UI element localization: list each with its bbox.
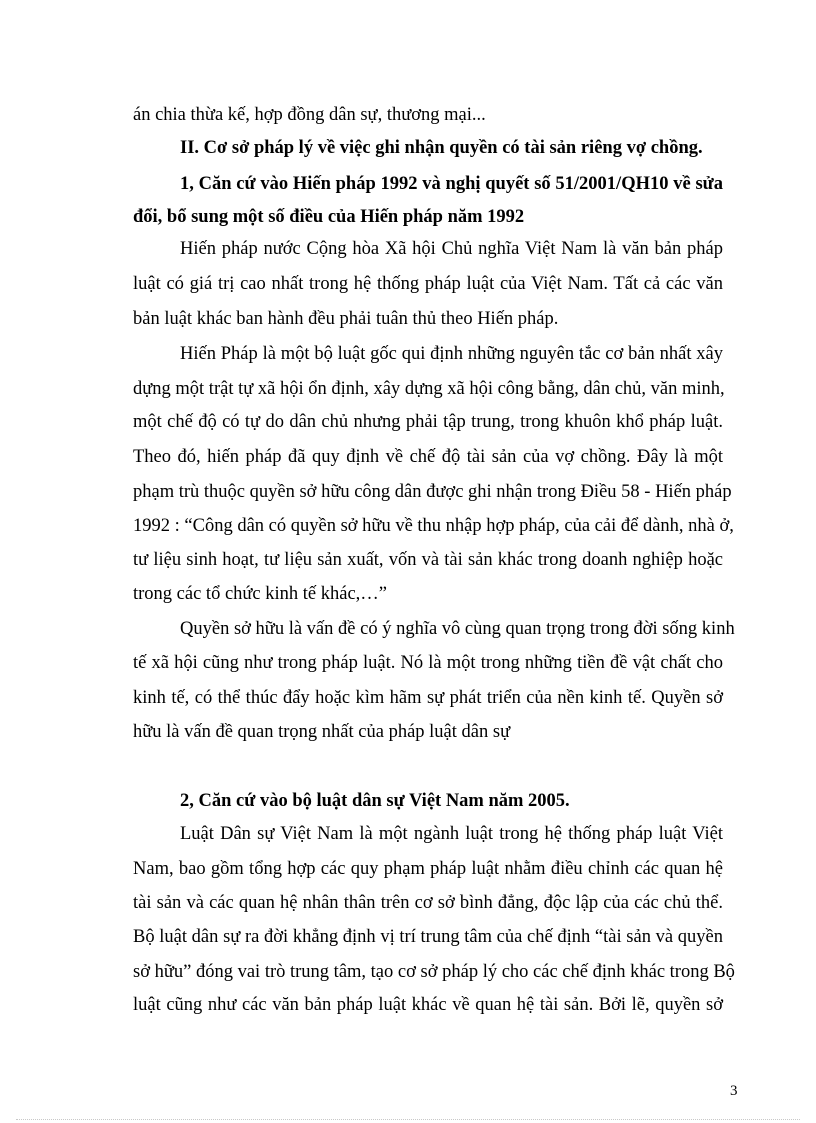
paragraph-line: Theo đó, hiến pháp đã quy định về chế độ tài sản của vợ chồng. Đây là một <box>133 447 723 467</box>
subsection-heading: đổi, bổ sung một số điều của Hiến pháp năm 1992 <box>133 207 525 227</box>
paragraph-line: Nam, bao gồm tổng hợp các quy phạm pháp luật nhằm điều chỉnh các quan hệ <box>133 859 723 879</box>
paragraph-line: một chế độ có tự do dân chủ nhưng phải tập trung, trong khuôn khổ pháp luật. <box>133 412 723 432</box>
paragraph-line: Luật Dân sự Việt Nam là một ngành luật trong hệ thống pháp luật Việt <box>180 824 723 844</box>
paragraph-line: phạm trù thuộc quyền sở hữu công dân được ghi nhận trong Điều 58 - Hiến pháp <box>133 482 732 502</box>
paragraph-line: sở hữu” đóng vai trò trung tâm, tạo cơ sở pháp lý cho các chế định khác trong Bộ <box>133 962 735 982</box>
paragraph-line: án chia thừa kế, hợp đồng dân sự, thương mại... <box>133 105 486 125</box>
section-heading: II. Cơ sở pháp lý về việc ghi nhận quyền có tài sản riêng vợ chồng. <box>180 138 703 158</box>
paragraph-line: Hiến pháp nước Cộng hòa Xã hội Chủ nghĩa Việt Nam là văn bản pháp <box>180 239 723 259</box>
paragraph-line: trong các tổ chức kinh tế khác,…” <box>133 584 388 604</box>
paragraph-line: Quyền sở hữu là vấn đề có ý nghĩa vô cùng quan trọng trong đời sống kinh <box>180 619 735 639</box>
paragraph-line: 1992 : “Công dân có quyền sở hữu về thu nhập hợp pháp, của cải để dành, nhà ở, <box>133 516 734 536</box>
paragraph-line: luật có giá trị cao nhất trong hệ thống pháp luật của Việt Nam. Tất cả các văn <box>133 274 723 294</box>
paragraph-line: tế xã hội cũng như trong pháp luật. Nó là một trong những tiền đề vật chất cho <box>133 653 723 673</box>
paragraph-line: kinh tế, có thể thúc đẩy hoặc kìm hãm sự phát triển của nền kinh tế. Quyền sở <box>133 688 723 708</box>
paragraph-line: luật cũng như các văn bản pháp luật khác về quan hệ tài sản. Bởi lẽ, quyền sở <box>133 995 723 1015</box>
subsection-heading: 2, Căn cứ vào bộ luật dân sự Việt Nam năm 2005. <box>180 791 570 811</box>
paragraph-line: Bộ luật dân sự ra đời khẳng định vị trí trung tâm của chế định “tài sản và quyền <box>133 927 723 947</box>
paragraph-line: bản luật khác ban hành đều phải tuân thủ theo Hiến pháp. <box>133 309 559 329</box>
page-bottom-divider <box>16 1119 800 1120</box>
paragraph-line: tư liệu sinh hoạt, tư liệu sản xuất, vốn và tài sản khác trong doanh nghiệp hoặc <box>133 550 723 570</box>
paragraph-line: dựng một trật tự xã hội ổn định, xây dựng xã hội công bằng, dân chủ, văn minh, <box>133 379 725 399</box>
paragraph-line: hữu là vấn đề quan trọng nhất của pháp luật dân sự <box>133 722 511 742</box>
subsection-heading: 1, Căn cứ vào Hiến pháp 1992 và nghị quyết số 51/2001/QH10 về sửa <box>180 174 723 194</box>
paragraph-line: Hiến Pháp là một bộ luật gốc qui định những nguyên tắc cơ bản nhất xây <box>180 344 723 364</box>
page-number: 3 <box>730 1083 738 1099</box>
paragraph-line: tài sản và các quan hệ nhân thân trên cơ sở bình đẳng, độc lập của các chủ thể. <box>133 893 723 913</box>
